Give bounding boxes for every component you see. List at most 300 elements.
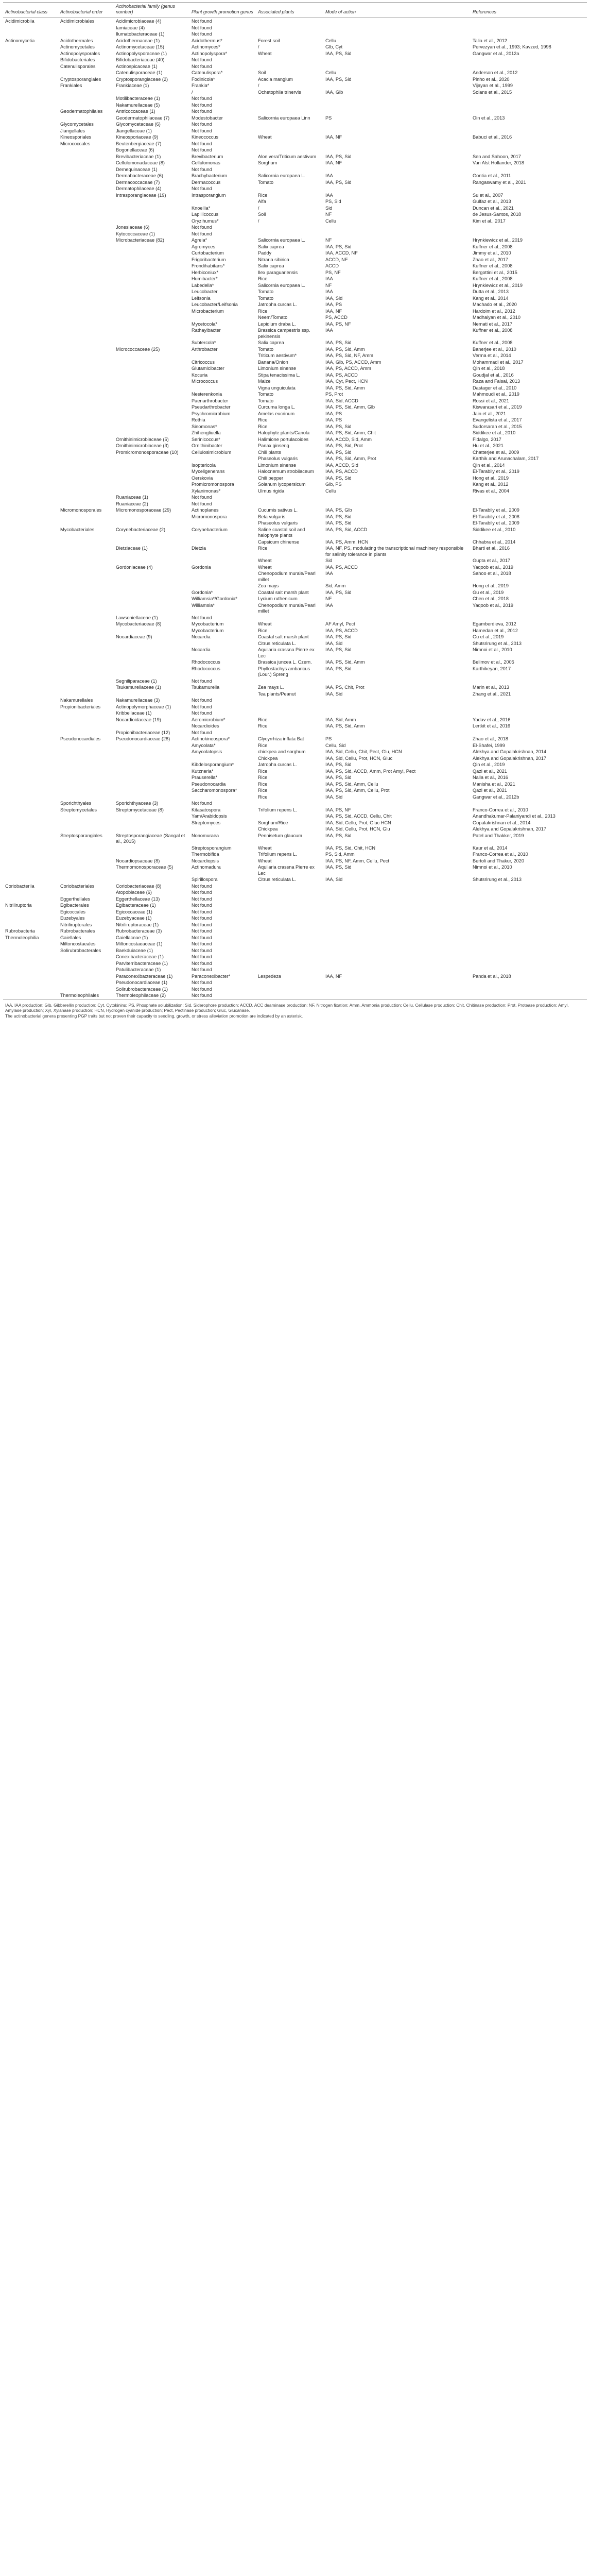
cell-order — [58, 979, 114, 986]
table-row — [3, 185, 587, 192]
cell-class — [3, 417, 58, 423]
cell-genus: Not found — [192, 25, 212, 30]
table-row — [3, 411, 587, 417]
cell-order — [58, 154, 114, 160]
cell-reference: Rivas et al., 2004 — [473, 488, 509, 494]
cell-genus: Not found — [192, 501, 212, 506]
cell-family — [114, 781, 189, 788]
cell-order: Bifidobacteriales — [60, 57, 95, 62]
cell-plants: Chickpea — [258, 755, 278, 761]
cell-order — [58, 289, 114, 295]
cell-order: Frankiales — [60, 83, 82, 88]
cell-class — [3, 314, 58, 321]
cell-genus: Not found — [192, 186, 212, 191]
cell-family: Kribbellaceae (1) — [116, 710, 152, 716]
cell-genus: Not found — [192, 980, 212, 985]
cell-mode: IAA, PS, Sid, Prot — [325, 443, 363, 448]
cell-class — [3, 922, 58, 928]
cell-genus: Corynebacterium — [192, 527, 228, 532]
cell-order — [58, 372, 114, 379]
cell-order — [58, 475, 114, 482]
cell-reference — [471, 57, 587, 63]
cell-class — [3, 385, 58, 392]
cell-plants: Phyllostachys ambaricus (Lour.) Spreng — [258, 666, 310, 677]
cell-reference: Kuffner et al., 2008 — [473, 244, 513, 249]
table-row — [3, 449, 587, 456]
cell-mode: IAA — [325, 571, 333, 576]
cell-reference: Nemati et al., 2017 — [473, 321, 513, 327]
cell-family: Rubrobacteraceae (3) — [116, 928, 162, 934]
cell-family: Jonesiaceae (6) — [116, 225, 150, 230]
cell-class: Coriobacteriia — [5, 883, 34, 889]
cell-class — [3, 102, 58, 109]
table-row — [3, 211, 587, 218]
cell-genus — [189, 352, 256, 359]
cell-class — [3, 468, 58, 475]
cell-reference: Sen and Sahoon, 2017 — [473, 154, 522, 159]
cell-reference — [471, 147, 587, 154]
cell-class — [3, 154, 58, 160]
cell-genus: Kibdelosporangium* — [192, 762, 234, 767]
cell-plants — [256, 979, 323, 986]
cell-class — [3, 909, 58, 916]
cell-plants: Chili plants — [258, 449, 281, 455]
cell-class — [3, 308, 58, 315]
cell-genus: Not found — [192, 947, 212, 953]
table-row — [3, 781, 587, 788]
cell-genus: Nonomuraea — [192, 833, 219, 838]
cell-family — [114, 218, 189, 225]
cell-mode: IAA, PS, Sid, ACCD, Amm, Prot Amyl, Pect — [325, 768, 416, 774]
cell-family: Pseudonocardiaceae (1) — [116, 980, 168, 985]
cell-class — [3, 947, 58, 954]
cell-plants: Coastal salt marsh plant — [258, 589, 309, 595]
cell-plants — [256, 941, 323, 947]
cell-family: Actinopolymorphaceae (1) — [116, 704, 171, 709]
cell-order — [58, 564, 114, 571]
cell-reference: Chhabra et al., 2014 — [473, 539, 516, 545]
cell-family: Streptosporangiaceae (Sangal et al., 2015) — [116, 833, 185, 844]
table-row — [3, 121, 587, 128]
cell-mode: IAA, PS, Sid, NF, Amm — [325, 353, 373, 358]
cell-family — [114, 851, 189, 858]
cell-family — [114, 481, 189, 488]
cell-plants — [256, 915, 323, 922]
table-row — [3, 70, 587, 76]
cell-class — [3, 833, 58, 845]
cell-class — [3, 800, 58, 807]
table-row — [3, 308, 587, 315]
cell-genus: Micrococcus — [192, 379, 218, 384]
cell-family — [114, 340, 189, 346]
cell-reference — [471, 922, 587, 928]
cell-plants — [256, 501, 323, 507]
cell-family — [114, 596, 189, 602]
cell-genus: Not found — [192, 730, 212, 735]
cell-order — [58, 678, 114, 685]
cell-class — [3, 250, 58, 257]
cell-reference: Kim et al., 2017 — [473, 218, 506, 224]
cell-order: Actinopolysporales — [60, 50, 100, 56]
cell-family: Dermatophilaceae (4) — [116, 186, 162, 191]
footnote-asterisk: The actinobacterial genera presenting PGP traits but not proven their capacity to seedling, growth, or stress alleviation promotion are indicated by an asterisk. — [5, 1013, 303, 1019]
cell-reference — [471, 704, 587, 710]
cell-order — [58, 102, 114, 109]
cell-class — [3, 589, 58, 596]
cell-order — [58, 115, 114, 122]
cell-family: Ruaniaceae (2) — [116, 501, 148, 506]
table-row — [3, 691, 587, 698]
cell-mode: IAA, Sid — [325, 794, 343, 800]
cell-plants: Paddy — [258, 250, 272, 256]
cell-plants: Wheat — [258, 558, 272, 563]
cell-family: Gordoniaceae (4) — [116, 564, 153, 570]
cell-mode — [323, 63, 471, 70]
cell-family — [114, 723, 189, 730]
cell-reference — [471, 501, 587, 507]
cell-mode: AF Amyl, Pect — [325, 621, 355, 626]
cell-plants: Aquilaria crassna Pierre ex Lec — [258, 865, 315, 876]
cell-family: Cryptosporangiaceae (2) — [116, 76, 168, 82]
cell-mode — [323, 82, 471, 89]
header-genus: Plant growth promotion genus — [189, 3, 256, 18]
table-row — [3, 385, 587, 392]
cell-class — [3, 896, 58, 903]
cell-class — [3, 443, 58, 449]
cell-family — [114, 488, 189, 495]
cell-order — [58, 710, 114, 717]
cell-order: Nakamurellales — [60, 698, 93, 703]
cell-plants — [256, 128, 323, 134]
cell-family: Acidothermaceae (1) — [116, 38, 160, 43]
cell-reference: Chen et al., 2018 — [473, 596, 509, 601]
cell-mode: IAA, PS, Sid — [325, 244, 352, 249]
cell-genus: Actinomadura — [192, 865, 221, 870]
cell-family — [114, 813, 189, 820]
table-row — [3, 398, 587, 404]
cell-family: Bifidobacteriaceae (40) — [116, 57, 165, 62]
cell-order — [58, 173, 114, 179]
table-row — [3, 941, 587, 947]
cell-class — [3, 494, 58, 501]
cell-class — [3, 378, 58, 385]
cell-family: Mycobacteriaceae (8) — [116, 621, 162, 626]
cell-class — [3, 430, 58, 436]
cell-class — [3, 481, 58, 488]
table-row — [3, 570, 587, 583]
cell-reference: Karthik and Arunachalam, 2017 — [473, 456, 539, 461]
cell-plants: Tomato — [258, 346, 274, 352]
cell-class — [3, 615, 58, 621]
cell-reference — [471, 928, 587, 935]
cell-genus: Actinopolyspora* — [192, 50, 227, 56]
table-row — [3, 50, 587, 57]
cell-family: Euzebyaceae (1) — [116, 916, 152, 921]
cell-mode — [323, 231, 471, 238]
cell-order — [58, 481, 114, 488]
cell-family — [114, 755, 189, 762]
cell-reference: Vijayan et al., 1999 — [473, 83, 513, 88]
cell-plants: Acacia mangium — [258, 76, 293, 82]
cell-class: Nitriliruptoria — [5, 903, 32, 908]
cell-family — [114, 423, 189, 430]
cell-mode — [323, 992, 471, 999]
cell-reference — [471, 166, 587, 173]
table-row — [3, 979, 587, 986]
cell-order — [58, 596, 114, 602]
cell-order — [58, 346, 114, 353]
cell-family: Catenulisporaceae (1) — [116, 70, 163, 75]
cell-class — [3, 211, 58, 218]
cell-plants: Rice — [258, 781, 268, 787]
cell-mode: PS — [325, 115, 332, 121]
cell-plants: Panax ginseng — [258, 443, 289, 448]
cell-order — [58, 314, 114, 321]
cell-genus: Lapillicoccus — [192, 212, 219, 217]
cell-order — [58, 359, 114, 366]
cell-order — [58, 589, 114, 596]
cell-reference: Egamberdieva, 2012 — [473, 621, 516, 626]
table-row — [3, 858, 587, 865]
cell-reference: Su et al., 2007 — [473, 192, 504, 198]
cell-reference: Rangaswamy et al., 2021 — [473, 179, 526, 185]
cell-reference: Goudjal et al., 2016 — [473, 372, 514, 378]
table-row — [3, 327, 587, 340]
table-body — [3, 18, 587, 999]
table-row — [3, 678, 587, 685]
cell-order — [58, 185, 114, 192]
cell-mode: ACCD, NF — [325, 257, 348, 262]
cell-plants: Tomato — [258, 289, 274, 294]
cell-plants: Salicornia europaea Linn — [258, 115, 310, 121]
cell-mode: Cellu — [325, 488, 336, 494]
cell-class — [3, 647, 58, 659]
cell-family — [114, 583, 189, 589]
cell-family — [114, 211, 189, 218]
cell-plants: Rice — [258, 308, 268, 314]
cell-mode: IAA, PS — [325, 417, 342, 422]
cell-class — [3, 179, 58, 186]
cell-order — [58, 864, 114, 876]
table-row — [3, 723, 587, 730]
cell-reference: Nalla et al., 2016 — [473, 775, 508, 780]
cell-class — [3, 289, 58, 295]
cell-plants — [256, 992, 323, 999]
cell-family — [114, 647, 189, 659]
cell-plants: Phaseolus vulgaris — [258, 520, 298, 526]
cell-mode — [323, 697, 471, 704]
cell-family — [114, 475, 189, 482]
cell-reference: Zhao et al., 2017 — [473, 257, 508, 262]
cell-mode: IAA, PS, ACCD — [325, 564, 358, 570]
cell-plants: Salicornia europaea L. — [258, 173, 305, 178]
cell-order — [58, 768, 114, 775]
cell-order — [58, 411, 114, 417]
cell-mode: Cellu, Sid — [325, 742, 346, 748]
cell-mode: IAA, PS, Sid, Amm — [325, 723, 365, 728]
cell-order: Micromonosporales — [60, 507, 102, 513]
cell-genus: Fodinicola* — [192, 76, 215, 82]
cell-family: Micrococcaceae (25) — [116, 346, 160, 352]
cell-mode: IAA, PS, Sid — [325, 865, 352, 870]
cell-mode: IAA — [325, 276, 333, 281]
cell-reference: Hong et al., 2019 — [473, 583, 509, 588]
table-row — [3, 173, 587, 179]
cell-genus: Leifsonia — [192, 295, 211, 301]
cell-genus: Not found — [192, 922, 212, 927]
cell-genus: Dermacoccus — [192, 179, 221, 185]
cell-class — [3, 520, 58, 527]
cell-class — [3, 717, 58, 723]
cell-reference: Gontia et al., 2011 — [473, 173, 511, 178]
cell-mode: IAA, PS, Sid, Amm, Chit — [325, 430, 376, 435]
cell-order — [58, 295, 114, 302]
cell-genus: Promicromonospora — [192, 482, 234, 487]
cell-genus: Not found — [192, 19, 212, 24]
table-row — [3, 250, 587, 257]
cell-reference: Sahoo et al., 2018 — [473, 571, 511, 576]
cell-reference — [471, 954, 587, 960]
cell-family — [114, 301, 189, 308]
cell-genus: Leucobacter/Leifsonia — [192, 302, 238, 307]
cell-genus: Not found — [192, 704, 212, 709]
cell-family: Brevibacteriaceae (1) — [116, 154, 161, 159]
cell-reference: Qin et al., 2018 — [473, 366, 505, 371]
table-row — [3, 973, 587, 980]
cell-reference: Banerjee et al., 2010 — [473, 346, 516, 352]
cell-order: Sporichthyales — [60, 801, 92, 806]
cell-mode — [323, 954, 471, 960]
table-row — [3, 704, 587, 710]
cell-genus: Mycobacterium — [192, 621, 224, 626]
cell-mode: IAA — [325, 192, 333, 198]
table-row — [3, 89, 587, 96]
cell-mode: IAA, ACCD, NF — [325, 250, 358, 256]
cell-family: Conexibacteraceae (1) — [116, 954, 164, 959]
cell-reference: Hardoim et al., 2012 — [473, 308, 515, 314]
cell-class — [3, 557, 58, 564]
cell-reference: Mahmoudi et al., 2019 — [473, 392, 519, 397]
cell-mode: IAA, Sid — [325, 640, 343, 646]
cell-order — [58, 742, 114, 749]
cell-reference — [471, 102, 587, 109]
table-row — [3, 833, 587, 845]
actinobacteria-pgp-table — [3, 2, 587, 999]
cell-plants — [256, 704, 323, 710]
cell-reference — [471, 697, 587, 704]
cell-class — [3, 282, 58, 289]
cell-plants — [256, 678, 323, 685]
cell-plants: Wheat — [258, 50, 272, 56]
table-row — [3, 967, 587, 973]
cell-class — [3, 475, 58, 482]
cell-plants: Brassica campestris ssp. pekinensis — [258, 328, 310, 339]
cell-family — [114, 430, 189, 436]
cell-plants: Chenopodium murale/Pearl millet — [258, 602, 316, 614]
cell-mode — [323, 967, 471, 973]
cell-mode — [323, 224, 471, 231]
cell-reference: Duncan et al., 2021 — [473, 205, 514, 211]
cell-mode — [323, 166, 471, 173]
cell-family: Coriobacteriaceae (8) — [116, 883, 162, 889]
cell-genus: Williamsia*/Gordonia* — [192, 596, 237, 601]
cell-order — [58, 160, 114, 166]
cell-plants: Lespedeza — [258, 973, 281, 979]
cell-genus — [189, 691, 256, 698]
cell-plants — [256, 615, 323, 621]
cell-order: Eggerthellales — [60, 896, 91, 902]
cell-genus: Thermobifida — [192, 852, 219, 857]
cell-plants: Zea mays — [258, 583, 279, 588]
cell-mode: NF — [325, 212, 332, 217]
cell-mode: IAA, PS, ACCD — [325, 372, 358, 378]
cell-order: Acidothermales — [60, 38, 93, 43]
cell-family: Nocardiaceae (9) — [116, 634, 152, 639]
cell-mode — [323, 704, 471, 710]
cell-family — [114, 359, 189, 366]
cell-reference — [471, 935, 587, 941]
cell-family — [114, 365, 189, 372]
cell-family: Kineosporiaceae (9) — [116, 134, 159, 140]
cell-reference: Kang et al., 2014 — [473, 295, 509, 301]
table-row — [3, 889, 587, 896]
cell-plants: Lepidium draba L. — [258, 321, 296, 327]
cell-class — [3, 507, 58, 514]
cell-reference — [471, 960, 587, 967]
cell-reference — [471, 909, 587, 916]
cell-order — [58, 211, 114, 218]
cell-order — [58, 455, 114, 462]
cell-mode: IAA, PS, Amm, HCN — [325, 539, 369, 545]
cell-mode: IAA, PS, Sid, Amm — [325, 385, 365, 391]
cell-class — [3, 628, 58, 634]
cell-order — [58, 436, 114, 443]
cell-mode: IAA, PS — [325, 302, 342, 307]
cell-family — [114, 787, 189, 794]
cell-plants: Neem/Tomato — [258, 315, 288, 320]
cell-reference — [471, 730, 587, 736]
table-row — [3, 282, 587, 289]
cell-mode: IAA, PS, Sid — [325, 423, 352, 429]
cell-plants: Trifolium repens L. — [258, 852, 297, 857]
cell-genus: Psychromicrobium — [192, 411, 231, 416]
cell-reference — [471, 185, 587, 192]
cell-plants — [256, 947, 323, 954]
cell-class — [3, 845, 58, 852]
cell-reference: Marin et al., 2013 — [473, 685, 509, 690]
cell-family: Baekduiaceae (1) — [116, 947, 153, 953]
cell-genus — [189, 198, 256, 205]
table-row — [3, 352, 587, 359]
cell-mode: PS — [325, 736, 332, 741]
cell-mode: IAA, Sid, Cellu, Prot, HCN, Gluc — [325, 755, 393, 761]
cell-class — [3, 826, 58, 833]
cell-family: Geodermatophilaceae (7) — [116, 115, 170, 121]
cell-class — [3, 205, 58, 212]
cell-order: Streptosporangiales — [60, 833, 102, 838]
cell-plants: Vigna unguiculata — [258, 385, 296, 391]
cell-mode: Sid — [325, 205, 333, 211]
table-row — [3, 557, 587, 564]
cell-family: Actinomycetaceae (15) — [116, 44, 164, 49]
cell-order — [58, 730, 114, 736]
cell-genus — [189, 557, 256, 564]
table-row — [3, 372, 587, 379]
cell-order — [58, 845, 114, 852]
table-row — [3, 244, 587, 250]
cell-mode: IAA, PS, Sid, Amm, Cellu — [325, 781, 378, 787]
cell-class — [3, 666, 58, 678]
